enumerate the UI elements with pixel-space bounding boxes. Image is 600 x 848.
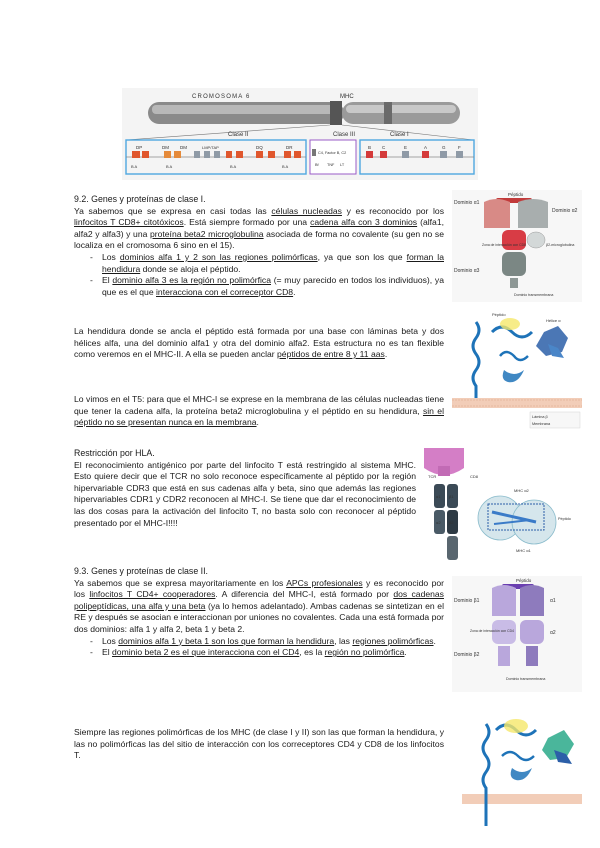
bullet-list [74, 252, 444, 298]
section-heading: Restricción por HLA. [74, 448, 155, 458]
svg-text:C: C [382, 145, 386, 150]
svg-text:C4, Factor B, C2: C4, Factor B, C2 [318, 151, 347, 155]
paragraph: El reconocimiento antigénico por parte del linfocito T está restringido al sistema MHC. Esto quiere decir que el TCR no solo reconoce específicamente al péptido por la región hipervariable CDR3 que está en sus cadenas alfa y beta, sino que además las regiones hipervariables CDR1 y CDR2 reconocen al MHC-I. Se tiene que dar el reconocimiento de las dos cosas para la activación del linfocito T, no basta solo con reconocer al péptido presentado por el MHC-I!!!! [74, 459, 416, 528]
paragraph-hendidura: La hendidura donde se ancla el péptido está formada por una base con láminas beta y dos hélices alfa, una del dominio alfa1 y otra del dominio alfa2. Esta estructura no es tan flexible como veremos en el MHC-II. A ella se pueden anclar péptidos de entre 8 y 11 aas. [74, 326, 444, 360]
svg-text:α1: α1 [550, 598, 556, 604]
svg-text:Dominio β2: Dominio β2 [454, 652, 480, 658]
svg-text:β2-microglobulina: β2-microglobulina [546, 243, 575, 247]
section-heading: 9.3. Genes y proteínas de clase II. [74, 566, 208, 576]
section-hla-restriction [74, 448, 416, 529]
mhc1-ribbon-figure [452, 312, 582, 430]
list-item: - Los dominios alfa 1 y beta 1 son los que forman la hendidura, las regiones polimórficas. [102, 636, 444, 648]
mhc1-schematic-figure [452, 190, 582, 302]
section-class1 [74, 194, 444, 298]
section-class2 [74, 566, 444, 659]
list-item: - El dominio beta 2 es el que interacciona con el CD4, es la región no polimórfica. [102, 647, 444, 659]
paragraph: Ya sabemos que se expresa en casi todas las células nucleadas y es reconocido por los linfocitos T CD8+ citotóxicos. Está siempre formado por una cadena alfa con 3 dominios (alfa1, alfa2 y alfa3) y una proteína beta2 microglobulina asociada de forma no covalente (su gen no se localiza en el cromosoma 6 sino en el 15). [74, 205, 444, 251]
svg-text:G: G [442, 145, 446, 150]
chromosome-title: CROMOSOMA 6 [192, 94, 251, 100]
tcr-mhc-figure [424, 448, 584, 566]
svg-text:LT: LT [340, 163, 345, 167]
svg-text:F: F [458, 145, 461, 150]
paragraph-polymorphic-summary: Siempre las regiones polimórficas de los MHC (de clase I y II) son las que forman la hendidura, y las no polimórficas las del sitio de interacción con los correceptores CD4 y CD8 de los linfocitos T. [74, 727, 444, 761]
svg-text:B A: B A [131, 164, 138, 169]
svg-text:B A: B A [230, 164, 237, 169]
svg-text:Dominio transmembrana: Dominio transmembrana [506, 677, 546, 681]
svg-text:Dominio α3: Dominio α3 [454, 268, 480, 274]
svg-text:A: A [424, 145, 428, 150]
svg-text:Dominio α2: Dominio α2 [552, 208, 578, 214]
list-item: - El dominio alfa 3 es la región no polimórfica (= muy parecido en todos los individuos), ya que es el que interacciona con el correceptor CD8. [102, 275, 444, 298]
svg-text:Hélice α: Hélice α [546, 318, 561, 323]
paragraph-expression: Lo vimos en el T5: para que el MHC-I se exprese en la membrana de las células nucleadas tiene que tener la cadena alfa, la proteína beta2 microglobulina y el péptido en su hendidura, sin el péptido no se presentan nunca en la membrana. [74, 394, 444, 428]
svg-text:CD8: CD8 [470, 474, 479, 479]
svg-text:Péptido: Péptido [558, 517, 571, 521]
section-heading: 9.2. Genes y proteínas de clase I. [74, 194, 206, 204]
svg-text:DM: DM [180, 145, 187, 150]
svg-text:Dominio α1: Dominio α1 [454, 200, 480, 206]
svg-text:Péptido: Péptido [508, 192, 524, 197]
svg-text:TCR: TCR [428, 474, 437, 479]
svg-text:Dominio β1: Dominio β1 [454, 598, 480, 604]
svg-text:B: B [368, 145, 372, 150]
svg-text:β1: β1 [449, 494, 454, 499]
svg-text:Zona de interacción con CD8: Zona de interacción con CD8 [482, 243, 526, 247]
mhc-label: MHC [340, 94, 354, 100]
class2-label: Clase II [228, 132, 249, 138]
paragraph: Ya sabemos que se expresa mayoritariamente en los APCs profesionales y es reconocido por los linfocitos T CD4+ cooperadores. A diferencia del MHC-I, está formado por dos cadenas polipeptídicas, una alfa y una beta (ya lo hemos adelantado). Ambas cadenas se sintetizan en el RE y después se asocian e interaccionan por uniones no covalentes. Cada una está formada por dos dominios: alfa 1 y alfa 2, beta 1 y beta 2. [74, 577, 444, 634]
svg-text:LMP/TAP: LMP/TAP [202, 145, 219, 150]
svg-text:α1: α1 [436, 494, 441, 499]
chromosome-6-figure [122, 88, 478, 180]
mhc2-schematic-figure [452, 576, 582, 692]
svg-text:β2: β2 [449, 520, 454, 525]
svg-text:DM: DM [162, 145, 169, 150]
list-item: - Los dominios alfa 1 y 2 son las regiones polimórficas, ya que son los que forman la hendidura donde se aloja el péptido. [102, 252, 444, 275]
bullet-list [74, 636, 444, 659]
svg-text:Membrana: Membrana [532, 422, 551, 426]
svg-text:DR: DR [286, 145, 293, 150]
svg-text:MHC α1: MHC α1 [516, 548, 531, 553]
svg-text:B A: B A [166, 164, 173, 169]
svg-text:DP: DP [136, 145, 143, 150]
svg-text:Dominio transmembrana: Dominio transmembrana [514, 293, 554, 297]
svg-text:E: E [404, 145, 408, 150]
svg-text:B A: B A [282, 164, 289, 169]
svg-text:MHC α2: MHC α2 [514, 488, 529, 493]
class3-label: Clase III [333, 132, 356, 138]
svg-text:Péptido: Péptido [492, 312, 506, 317]
svg-text:Bf: Bf [315, 163, 319, 167]
mhc2-ribbon-figure [462, 716, 582, 834]
svg-text:TNF: TNF [327, 163, 335, 167]
class1-label: Clase I [390, 132, 409, 138]
svg-text:Lámina β: Lámina β [532, 415, 548, 419]
svg-text:DQ: DQ [256, 145, 263, 150]
svg-text:α2: α2 [550, 630, 556, 636]
svg-text:Zona de interacción con CD4: Zona de interacción con CD4 [470, 629, 514, 633]
svg-text:α2: α2 [436, 520, 441, 525]
svg-text:Péptido: Péptido [516, 578, 532, 583]
